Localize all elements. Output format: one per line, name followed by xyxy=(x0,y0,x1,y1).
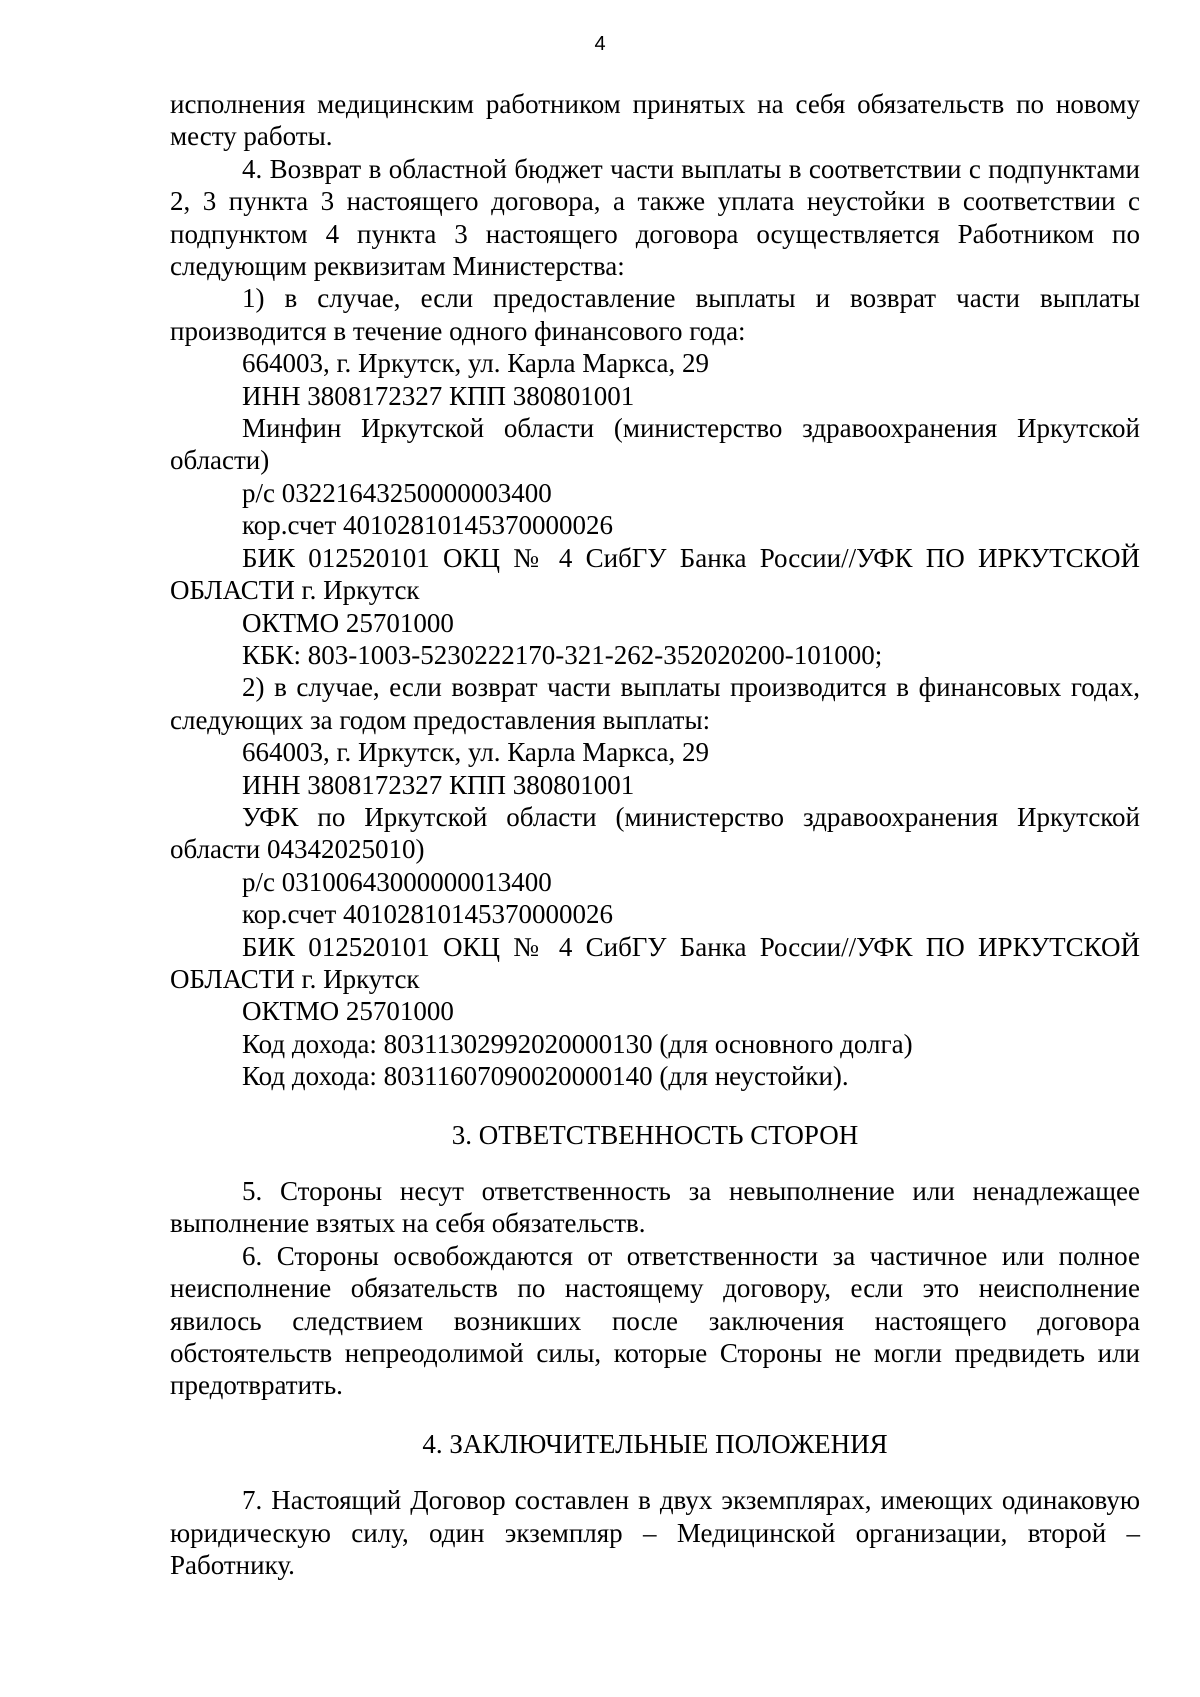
page-number: 4 xyxy=(594,33,606,55)
paragraph-case-2: 2) в случае, если возврат части выплаты производится в финансовых годах, следующих за годом предоставления выплаты: xyxy=(170,672,1140,735)
requisite-recipient: УФК по Иркутской области (министерство здравоохранения Иркутской области 04342025010) xyxy=(170,801,1140,865)
requisite-inn: ИНН 3808172327 КПП 380801001 xyxy=(242,380,635,411)
requisite-corr-account: кор.счет 40102810145370000026 xyxy=(242,899,614,930)
spacer xyxy=(170,1460,1140,1484)
document-body xyxy=(170,88,1140,1581)
requisite-recipient: Минфин Иркутской области (министерство здравоохранения Иркутской области) xyxy=(170,413,1140,476)
requisite-oktmo: ОКТМО 25701000 xyxy=(242,607,454,638)
spacer xyxy=(170,1151,1140,1175)
requisite-address: 664003, г. Иркутск, ул. Карла Маркса, 29 xyxy=(242,737,710,768)
requisite-account: р/с 03100643000000013400 xyxy=(242,866,552,897)
requisite-income-code: Код дохода: 80311302992020000130 (для основного долга) xyxy=(242,1028,913,1059)
section-3-heading: 3. ОТВЕТСТВЕННОСТЬ СТОРОН xyxy=(451,1119,859,1150)
paragraph-case-1: 1) в случае, если предоставление выплаты и возврат части выплаты производится в течение одного финансового года: xyxy=(170,283,1140,346)
requisite-oktmo: ОКТМО 25701000 xyxy=(242,996,454,1027)
section-4-heading: 4. ЗАКЛЮЧИТЕЛЬНЫЕ ПОЛОЖЕНИЯ xyxy=(422,1428,888,1459)
requisite-address: 664003, г. Иркутск, ул. Карла Маркса, 29 xyxy=(242,348,710,379)
requisite-account: р/с 03221643250000003400 xyxy=(242,477,552,508)
requisite-corr-account: кор.счет 40102810145370000026 xyxy=(242,510,614,541)
requisite-bik: БИК 012520101 ОКЦ № 4 СибГУ Банка России//УФК ПО ИРКУТСКОЙ ОБЛАСТИ г. Иркутск xyxy=(170,931,1140,994)
requisite-inn: ИНН 3808172327 КПП 380801001 xyxy=(242,769,635,800)
requisite-income-code: Код дохода: 80311607090020000140 (для неустойки). xyxy=(242,1061,849,1092)
requisite-kbk: КБК: 803-1003-5230222170-321-262-352020200-101000; xyxy=(242,639,883,670)
paragraph-continuation: исполнения медицинским работником принятых на себя обязательств по новому месту работы. xyxy=(170,89,1140,152)
spacer xyxy=(170,1093,1140,1119)
spacer xyxy=(170,1402,1140,1428)
paragraph-7: 7. Настоящий Договор составлен в двух экземплярах, имеющих одинаковую юридическую силу, один экземпляр – Медицинской организации, второй – Работнику. xyxy=(170,1485,1140,1581)
paragraph-6: 6. Стороны освобождаются от ответственности за частичное или полное неисполнение обязательств по настоящему договору, если это неисполнение явилось следствием возникших после заключения настоящего договора обстоятельств непреодолимой силы, которые Стороны не могли предвидеть или предотвратить. xyxy=(170,1240,1140,1401)
paragraph-5: 5. Стороны несут ответственность за невыполнение или ненадлежащее выполнение взятых на себя обязательств. xyxy=(170,1176,1140,1239)
requisite-bik: БИК 012520101 ОКЦ № 4 СибГУ Банка России//УФК ПО ИРКУТСКОЙ ОБЛАСТИ г. Иркутск xyxy=(170,542,1140,606)
paragraph-4: 4. Возврат в областной бюджет части выплаты в соответствии с подпунктами 2, 3 пункта 3 настоящего договора, а также уплата неустойки в соответствии с подпунктом 4 пункта 3 настоящего договора осуществляется Работником по следующим реквизитам Министерства: xyxy=(170,153,1140,282)
